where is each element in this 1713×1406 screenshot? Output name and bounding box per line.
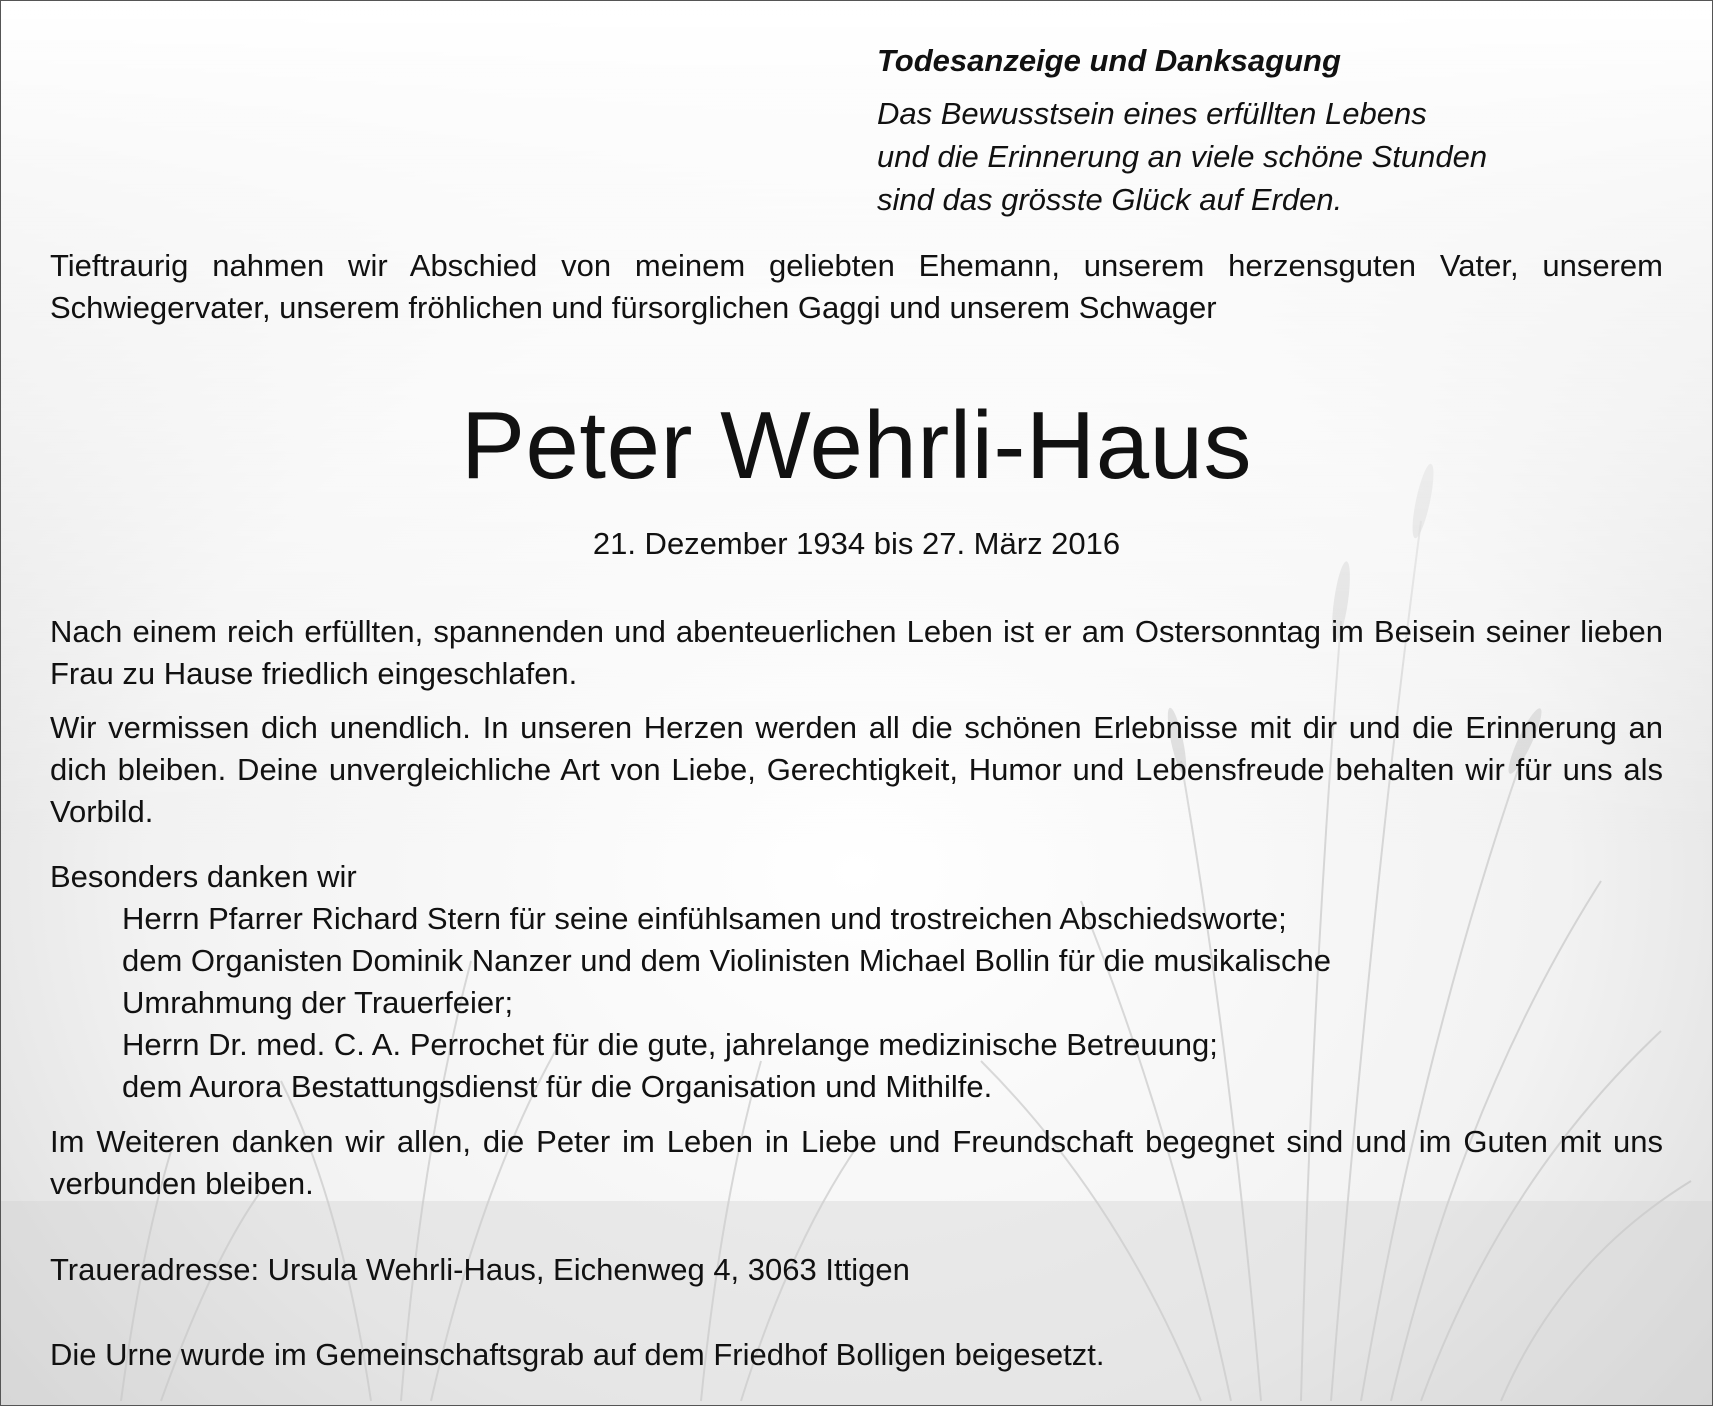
deceased-name: Peter Wehrli-Haus [461, 392, 1252, 499]
motto-line: Das Bewusstsein eines erfüllten Lebens [877, 96, 1427, 131]
thanks-item: Herrn Pfarrer Richard Stern für seine einfühlsamen und trostreichen Abschiedsworte; [122, 901, 1287, 936]
thanks-item: dem Organisten Dominik Nanzer und dem Violinisten Michael Bollin für die musikalische [122, 943, 1331, 978]
notice-heading: Todesanzeige und Danksagung [877, 43, 1341, 78]
motto-line: und die Erinnerung an viele schöne Stunden [877, 139, 1488, 174]
thanks-list [122, 898, 1682, 1108]
burial-note: Die Urne wurde im Gemeinschaftsgrab auf dem Friedhof Bolligen beigesetzt. [50, 1337, 1105, 1372]
body-paragraph: Nach einem reich erfüllten, spannenden und abenteuerlichen Leben ist er am Ostersonntag im Beisein seiner lieben Frau zu Hause friedlich eingeschlafen. [50, 614, 1663, 691]
thanks-item: Umrahmung der Trauerfeier; [122, 985, 514, 1020]
intro-paragraph: Tieftraurig nahmen wir Abschied von meinem geliebten Ehemann, unserem herzensguten Vater, unserem Schwiegervater, unserem fröhlichen und fürsorglichen Gaggi und unserem Schwager [50, 248, 1663, 325]
motto-line: sind das grösste Glück auf Erden. [877, 182, 1343, 217]
thanks-heading: Besonders danken wir [50, 859, 357, 894]
thanks-item: Herrn Dr. med. C. A. Perrochet für die gute, jahrelange medizinische Betreuung; [122, 1027, 1218, 1062]
mourning-address: Traueradresse: Ursula Wehrli-Haus, Eichenweg 4, 3063 Ittigen [50, 1252, 910, 1287]
further-thanks-paragraph: Im Weiteren danken wir allen, die Peter im Leben in Liebe und Freundschaft begegnet sind und im Guten mit uns verbunden bleiben. [50, 1124, 1663, 1201]
body-paragraph: Wir vermissen dich unendlich. In unseren Herzen werden all die schönen Erlebnisse mit dir und die Erinnerung an dich bleiben. Deine unvergleichliche Art von Liebe, Gerechtigkeit, Humor und Lebensfreude behalten wir für uns als Vorbild. [50, 710, 1663, 829]
thanks-item: dem Aurora Bestattungsdienst für die Organisation und Mithilfe. [122, 1069, 993, 1104]
life-dates: 21. Dezember 1934 bis 27. März 2016 [592, 526, 1121, 561]
